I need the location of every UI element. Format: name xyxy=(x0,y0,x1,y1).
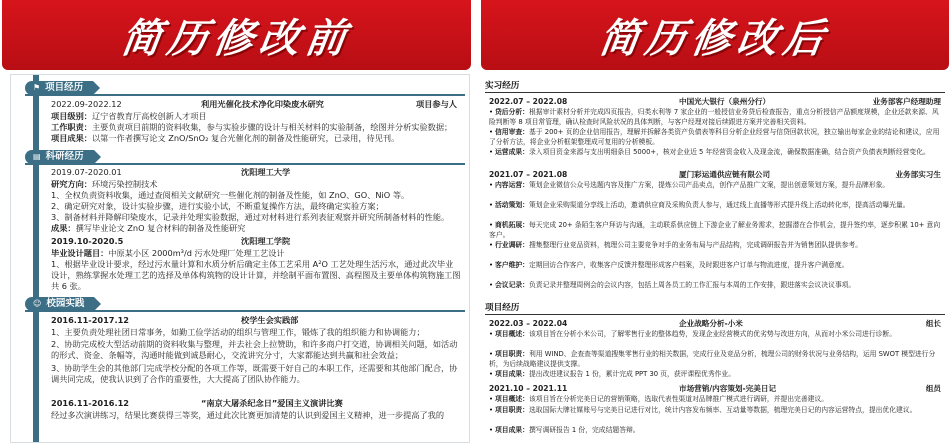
research-heading: 2019.10-2020.5 沈阳理工学院 xyxy=(51,236,291,246)
research-result: 成果：撰写毕业论文 ZnO 复合材料的制备及性能研究 xyxy=(51,223,246,233)
project-item: • 项目概述：该项目旨在分析小米公司，了解零售行业的整体趋势，发现企业经营模式的优劣势与改进方向，从而对小米公司进行诊断。 xyxy=(489,330,897,338)
section-header-campus xyxy=(25,297,465,312)
section-label: 校园实践 xyxy=(46,298,85,309)
research-heading: 2019.07-2020.01 沈阳理工大学 xyxy=(51,167,291,177)
after-banner-title: 简历修改后 xyxy=(596,15,833,62)
campus-line: 2、协助完成校大型活动前期的资料收集与整理，并去社会上拉赞助，和许多商户打交道，协调相关问题，如活动的形式、资金、条幅等，沟通时能做到诚恳耐心，交流讲究分寸，大家都能达到共赢和社会效益； xyxy=(51,339,458,360)
section-label: 项目经历 xyxy=(45,82,84,93)
project-item: • 项目职责：利用 WIND、企查查等渠道搜集零售行业的相关数据，完成行业及竞品分析，梳理公司的财务状况与业务结构，运用 SWOT 模型进行分析，为后续战略建议提供支撑。 xyxy=(489,350,936,368)
project-heading: 2022.03 – 2022.04 企业战略分析-小米 组长 xyxy=(489,319,941,328)
section-header-project: 项目经历 xyxy=(485,303,945,315)
section-header-research xyxy=(25,150,465,165)
section-label: 科研经历 xyxy=(45,151,84,162)
job-item: • 活动策划：策划企业采购渠道分享线上活动，邀请供应商及采购负责人参与，通过线上直播等形式提升线上活动转化率，提高活动曝光量。 xyxy=(489,201,910,209)
after-banner xyxy=(481,0,949,70)
project-item: • 项目成果：撰写调研报告 1 份，完成结题答辩。 xyxy=(489,426,640,434)
after-resume xyxy=(485,77,947,443)
job-item: • 商机拓展：每天完成 20+ 条陌生客户拜访与沟通，主动联系供应链上下游企业了解业务需求，挖掘潜在合作机会，提升签约率，逐步积累 10+ 意向客户。 xyxy=(489,221,941,239)
before-banner xyxy=(2,0,471,70)
job-item: • 客户维护：定期回访合作客户，收集客户反馈并整理形成客户档案，及时跟进客户订单与物流进度，提升客户满意度。 xyxy=(489,261,849,269)
project-level: 项目级别：辽宁省教育厅高校创新人才项目 xyxy=(51,111,207,121)
project-work: 工作职责：主要负责项目前期的资料收集，参与实验步骤的设计与相关材料的实验制备，绘图并分析实验数据； xyxy=(51,122,453,132)
before-banner-title: 简历修改前 xyxy=(117,15,355,62)
job-item: • 会议记录：负责记录并整理周例会的会议内容，包括上周各员工的工作汇报与本周的工作安排，跟进落实会议决议事项。 xyxy=(489,281,856,289)
research-line: 3、制备材料并降解印染废水，记录并处理实验数据，通过对材料进行系列表征观察并研究所制备材料的性能。 xyxy=(51,212,450,222)
job-heading: 2022.07 – 2022.08 中国光大银行（泉州分行） 业务部客户经理助理 xyxy=(489,97,941,106)
project-item: • 项目概述：该项目旨在分析完美日记的营销策略，选取代表性渠道对品牌推广模式进行调研，并提出完善建议。 xyxy=(489,395,829,403)
project-heading: 2021.10 – 2021.11 市场营销/内容策划-完美日记 组员 xyxy=(489,384,941,393)
research-design: 毕业设计题目：中原某小区 2000m³/d 污水处理厂处理工艺设计 xyxy=(51,248,285,258)
job-heading: 2021.07 – 2021.08 厦门彩运通供应链有限公司 业务部实习生 xyxy=(489,170,941,179)
flag-icon: ⚑ xyxy=(33,83,41,92)
section-header-internship: 实习经历 xyxy=(485,81,945,93)
book-icon: ▤ xyxy=(33,152,41,161)
research-line: 2、确定研究对象，设计实验步骤，进行实验小试，不断重复操作方法，最终确定实验方案； xyxy=(51,201,384,211)
research-line: 1、根据毕业设计要求，经过污水量计算和水质分析后确定主体工艺采用 A²O 工艺处理生活污水，通过此次毕业设计，熟练掌握水处理工艺的选择及单体构筑物的设计计算，并绘制平面布置图、高程图及主要单体构筑物施工图共 6 张。 xyxy=(51,259,461,291)
job-item: • 运营成果：录入项目资金来源与支出明细条目 5000+，核对企业近 5 年经营资金收入及现金流，确保数据准确，结合资产负债表判断经营变化。 xyxy=(489,148,930,156)
research-direction: 研究方向：环境污染控制技术 xyxy=(51,179,158,189)
after-panel xyxy=(479,0,951,443)
research-line: 1、全权负责资料收集，通过查阅相关文献研究一些催化剂的制备及性能，如 ZnO、GO、NiO 等。 xyxy=(51,190,410,200)
person-icon: ☺ xyxy=(33,299,42,308)
before-resume xyxy=(10,74,470,443)
project-item: • 项目职责：选取国际大牌社媒账号与完美日记进行对比，统计内容发布频率、互动量等数据，梳理完美日记的内容运营特点，提出优化建议。 xyxy=(489,406,917,414)
campus-heading: 2016.11-2016.12 “南京大屠杀纪念日”爱国主义演讲比赛 xyxy=(51,398,343,408)
project-result: 项目成果：以第一作者撰写论文 ZnO/SnO₂ 复合光催化剂的制备及性能研究，已录用，待见刊。 xyxy=(51,133,400,143)
section-spine xyxy=(33,75,42,442)
job-item: • 贷后分析：根据审计素材分析并完成四页报告，归类水利等 7 家企业的一般授信业务贷后检查报告，重点分析授信产品额度规模，企业还款来源、风险判断等 8 项目常管理，确认检查时风险状况的具体判断，与客户经理对接后续跟进方案并完善相关资料。 xyxy=(489,108,939,126)
campus-line: 1、主要负责处理社团日常事务，如勤工俭学活动的组织与管理工作，锻炼了我的组织能力和协调能力； xyxy=(51,327,425,337)
job-item: • 行业调研：搜集整理行业竞品资料，梳理公司主要竞争对手的业务布局与产品结构，完成调研报告并为销售团队提供参考。 xyxy=(489,241,863,249)
campus-line: 经过多次演讲练习，结果比赛获得三等奖，通过此次比赛更加清楚的认识到爱国主义精神，进一步提高了我的 xyxy=(51,410,445,420)
campus-line: 3、协助学生会的其他部门完成学校分配的各项工作等，既需要干好自己的本职工作，还需要和其他部门配合，协调共同完成，使我认识到了合作的重要性，大大提高了团队协作能力。 xyxy=(51,363,458,384)
job-item: • 信用审查：基于 200+ 页的企业信用报告，理解并拆解各类资产负债表等科目分析企业经营与信贷回款状况，独立输出每家企业的结论和建议，应用了分析方法，将企业分析框架整理成可复用的分析模板。 xyxy=(489,128,940,146)
campus-heading: 2016.11-2017.12 校学生会实践部 xyxy=(51,315,299,325)
project-heading: 2022.09-2022.12 利用光催化技术净化印染废水研究 项目参与人 xyxy=(51,99,457,109)
before-panel xyxy=(0,0,473,443)
job-item: • 内容运营：策划企业微信公众号选题内容及推广方案，提炼公司产品卖点，创作产品推广文案，提出创意策划方案，提升品牌形象。 xyxy=(489,181,890,189)
project-item: • 项目成果：提出改进建议报告 1 份，累计完成 PPT 30 页，获评课程优秀作业。 xyxy=(489,370,736,378)
section-header-project xyxy=(25,81,465,96)
